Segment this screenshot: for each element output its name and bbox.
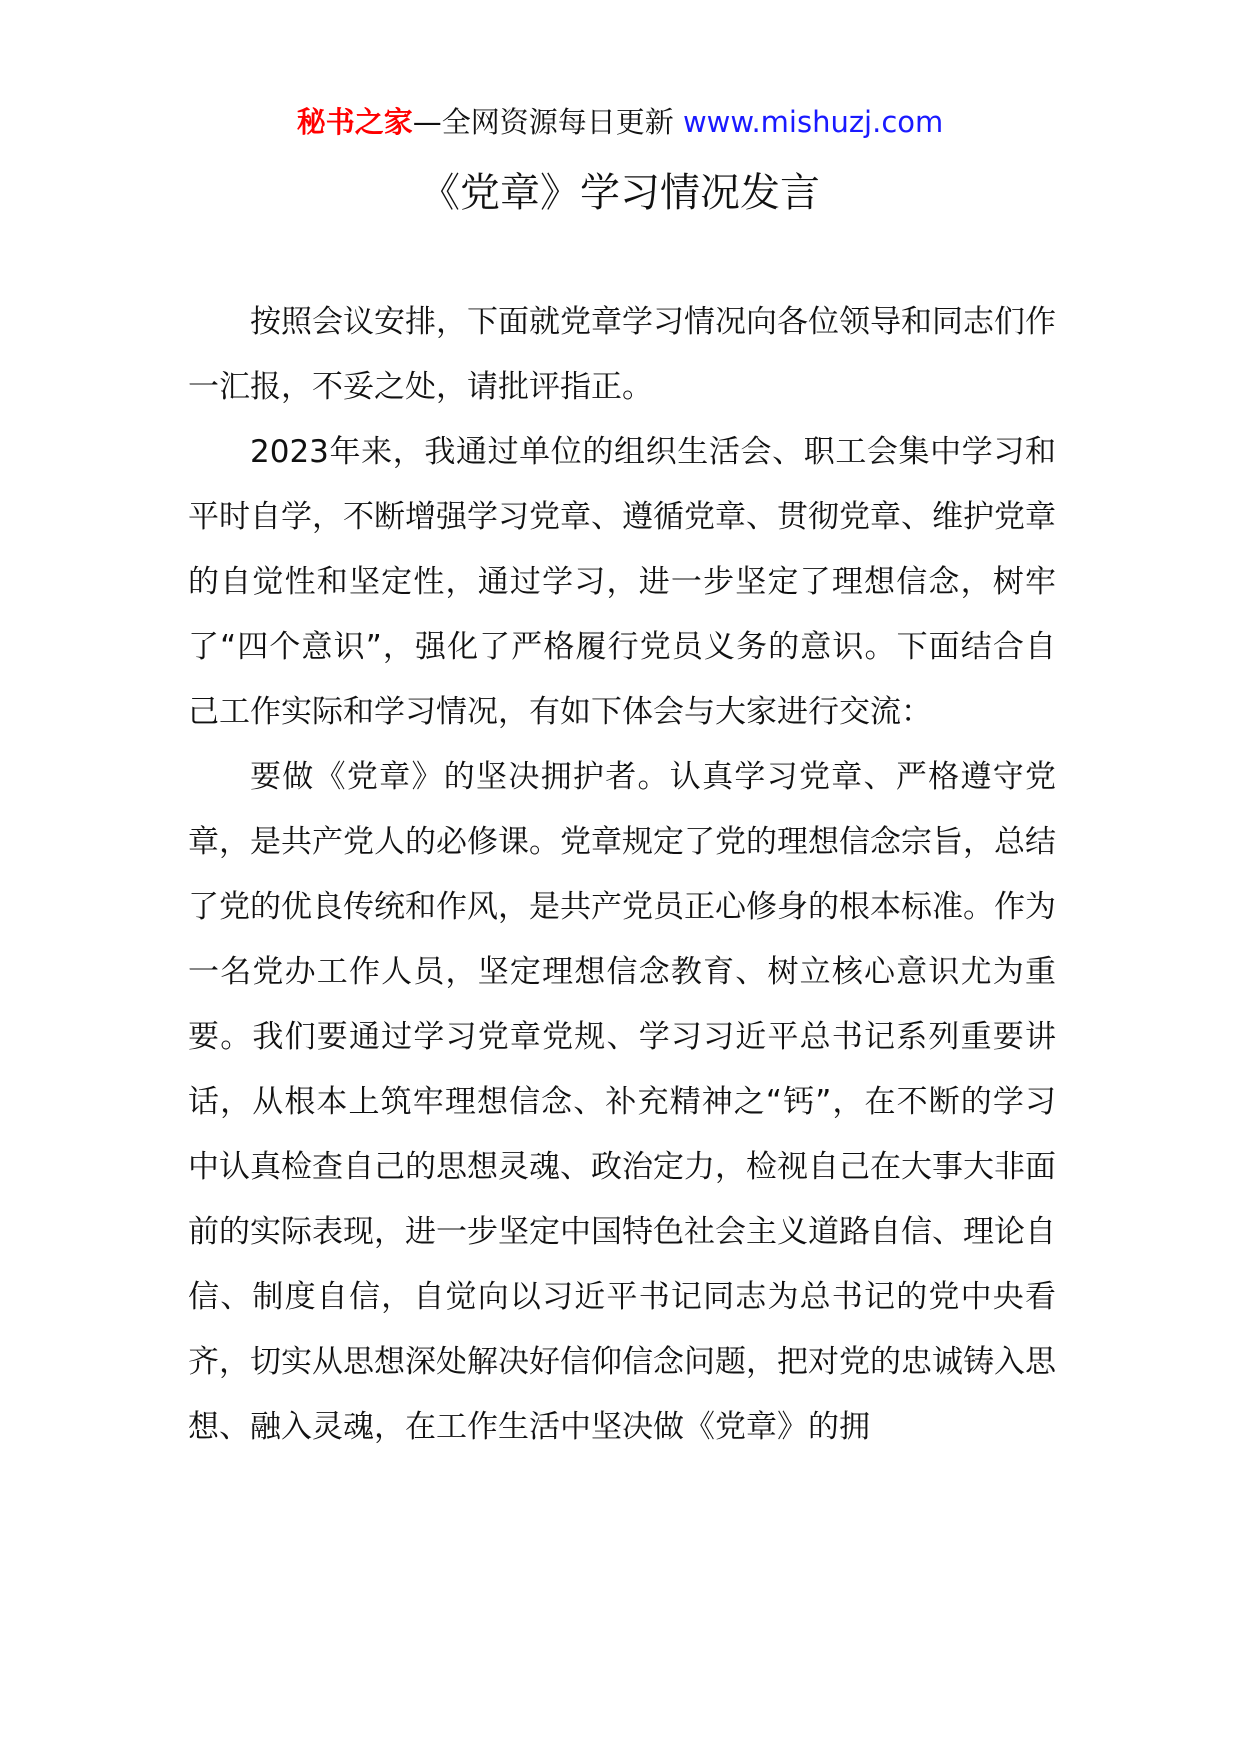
document-title: 《党章》学习情况发言	[420, 170, 820, 216]
paragraph: 2023年来，我通过单位的组织生活会、职工会集中学习和平时自学，不断增强学习党章、遵循党章、贯彻党章、维护党章的自觉性和坚定性，通过学习，进一步坚定了理想信念，树牢了“四个意识”，强化了严格履行党员义务的意识。下面结合自己工作实际和学习情况，有如下体会与大家进行交流：	[188, 434, 1056, 730]
header-slogan: —全网资源每日更新	[412, 105, 674, 139]
brand-name: 秘书之家	[296, 105, 413, 139]
site-header	[0, 102, 1240, 142]
document-body	[188, 290, 1056, 1460]
paragraph: 按照会议安排，下面就党章学习情况向各位领导和同志们作一汇报，不妥之处，请批评指正。	[188, 304, 1056, 405]
site-url-link[interactable]: www.mishuzj.com	[682, 105, 944, 139]
paragraph: 要做《党章》的坚决拥护者。认真学习党章、严格遵守党章，是共产党人的必修课。党章规定了党的理想信念宗旨，总结了党的优良传统和作风，是共产党员正心修身的根本标准。作为一名党办工作人员，坚定理想信念教育、树立核心意识尤为重要。我们要通过学习党章党规、学习习近平总书记系列重要讲话，从根本上筑牢理想信念、补充精神之“钙”，在不断的学习中认真检查自己的思想灵魂、政治定力，检视自己在大事大非面前的实际表现，进一步坚定中国特色社会主义道路自信、理论自信、制度自信，自觉向以习近平书记同志为总书记的党中央看齐，切实从思想深处解决好信仰信念问题，把对党的忠诚铸入思想、融入灵魂，在工作生活中坚决做《党章》的拥	[188, 759, 1056, 1445]
